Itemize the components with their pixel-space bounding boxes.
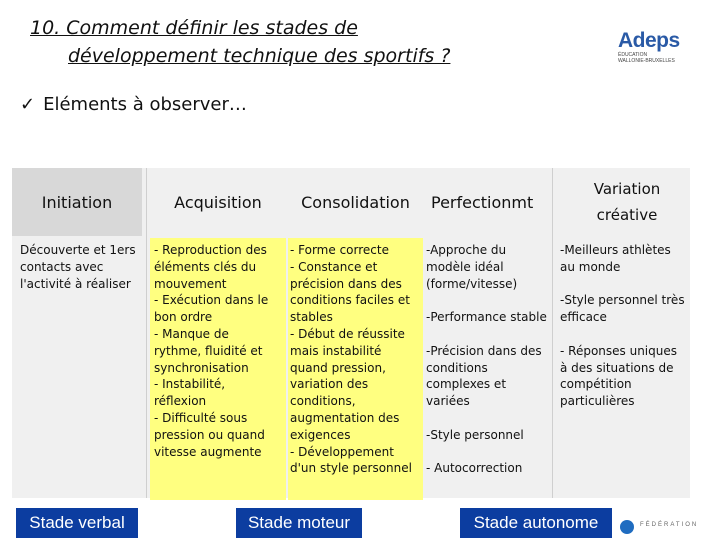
cell-line: Découverte et 1ers: [20, 243, 136, 257]
cell-line: -Meilleurs athlètes: [560, 243, 671, 257]
cell-line: [560, 276, 690, 293]
federation-label: FÉDÉRATION: [640, 522, 699, 528]
cell-line: exigences: [290, 427, 351, 442]
cell-line: [426, 410, 564, 427]
cell-line: - Autocorrection: [426, 461, 523, 476]
header-variation-line-1: Variation: [593, 180, 661, 198]
stage-moteur-badge: Stade moteur: [236, 508, 362, 538]
cell-line: [426, 326, 564, 343]
federation-mark-icon: [620, 520, 634, 534]
cell-line: -Précision dans des: [426, 343, 542, 358]
column-divider: [146, 168, 147, 498]
check-icon: ✓: [20, 94, 36, 115]
header-perfection: Perfectionmt: [431, 192, 534, 212]
title-line-1: 10. Comment définir les stades de: [30, 17, 358, 39]
cell-line: efficace: [560, 310, 607, 325]
header-acquisition: Acquisition: [174, 192, 262, 212]
observe-bullet: [20, 94, 247, 115]
logo-brand: Adeps: [618, 29, 680, 52]
stages-table: [12, 168, 690, 498]
header-variation: [564, 168, 690, 236]
cell-line: -Style personnel très: [560, 293, 685, 308]
cell-line: - Reproduction des: [154, 243, 267, 257]
cell-line: mais instabilité: [290, 343, 382, 358]
cell-line: variées: [426, 394, 470, 409]
column-perfection: [426, 242, 564, 477]
cell-line: -Performance stable: [426, 310, 547, 325]
cell-line: bon ordre: [154, 310, 213, 325]
cell-line: compétition: [560, 377, 632, 392]
column-initiation: [20, 242, 138, 292]
cell-line: modèle idéal: [426, 259, 504, 274]
cell-line: particulières: [560, 394, 635, 409]
logo-sub-2: WALLONIE-BRUXELLES: [618, 58, 675, 64]
cell-line: -Style personnel: [426, 427, 524, 442]
cell-line: [560, 326, 690, 343]
cell-line: augmentation des: [290, 410, 400, 425]
cell-line: conditions,: [290, 394, 356, 409]
cell-line: - Réponses uniques: [560, 343, 677, 358]
cell-line: [426, 292, 564, 309]
cell-line: à des situations de: [560, 360, 674, 375]
cell-line: - Manque de: [154, 326, 229, 341]
cell-line: pression ou quand: [154, 427, 265, 442]
column-consolidation: [288, 238, 423, 500]
slide-title: [30, 14, 550, 70]
column-acquisition: [150, 238, 286, 500]
cell-line: éléments clés du: [154, 259, 257, 274]
adeps-logo: [618, 30, 702, 68]
cell-line: - Développement: [290, 444, 394, 459]
cell-line: variation des: [290, 377, 369, 392]
column-variation: [560, 242, 690, 410]
cell-line: complexes et: [426, 377, 507, 392]
cell-line: d'un style personnel: [290, 461, 412, 476]
cell-line: contacts avec: [20, 259, 104, 274]
cell-line: - Constance et: [290, 259, 378, 274]
cell-line: [426, 444, 564, 461]
stage-autonome-badge: Stade autonome: [460, 508, 612, 538]
cell-line: - Instabilité,: [154, 377, 226, 392]
bullet-text: Eléments à observer…: [43, 94, 247, 115]
cell-line: stables: [290, 310, 333, 325]
cell-line: -Approche du: [426, 243, 507, 257]
header-variation-line-2: créative: [596, 206, 658, 224]
cell-line: (forme/vitesse): [426, 276, 518, 291]
cell-line: - Forme correcte: [290, 243, 389, 257]
title-line-2: développement technique des sportifs ?: [68, 45, 451, 67]
cell-line: - Difficulté sous: [154, 410, 248, 425]
cell-line: l'activité à réaliser: [20, 276, 131, 291]
stage-verbal-badge: Stade verbal: [16, 508, 138, 538]
cell-line: - Début de réussite: [290, 326, 405, 341]
cell-line: mouvement: [154, 276, 227, 291]
header-consolidation: Consolidation: [301, 192, 410, 212]
federation-logo: [620, 520, 720, 540]
cell-line: quand pression,: [290, 360, 386, 375]
cell-line: rythme, fluidité et: [154, 343, 263, 358]
cell-line: précision dans des: [290, 276, 402, 291]
header-initiation: Initiation: [12, 168, 142, 236]
cell-line: synchronisation: [154, 360, 249, 375]
cell-line: conditions: [426, 360, 488, 375]
cell-line: - Exécution dans le: [154, 293, 269, 308]
cell-line: conditions faciles et: [290, 293, 410, 308]
cell-line: au monde: [560, 259, 621, 274]
logo-sub-1: ÉDUCATION: [618, 52, 648, 58]
cell-line: réflexion: [154, 394, 207, 409]
cell-line: vitesse augmente: [154, 444, 262, 459]
